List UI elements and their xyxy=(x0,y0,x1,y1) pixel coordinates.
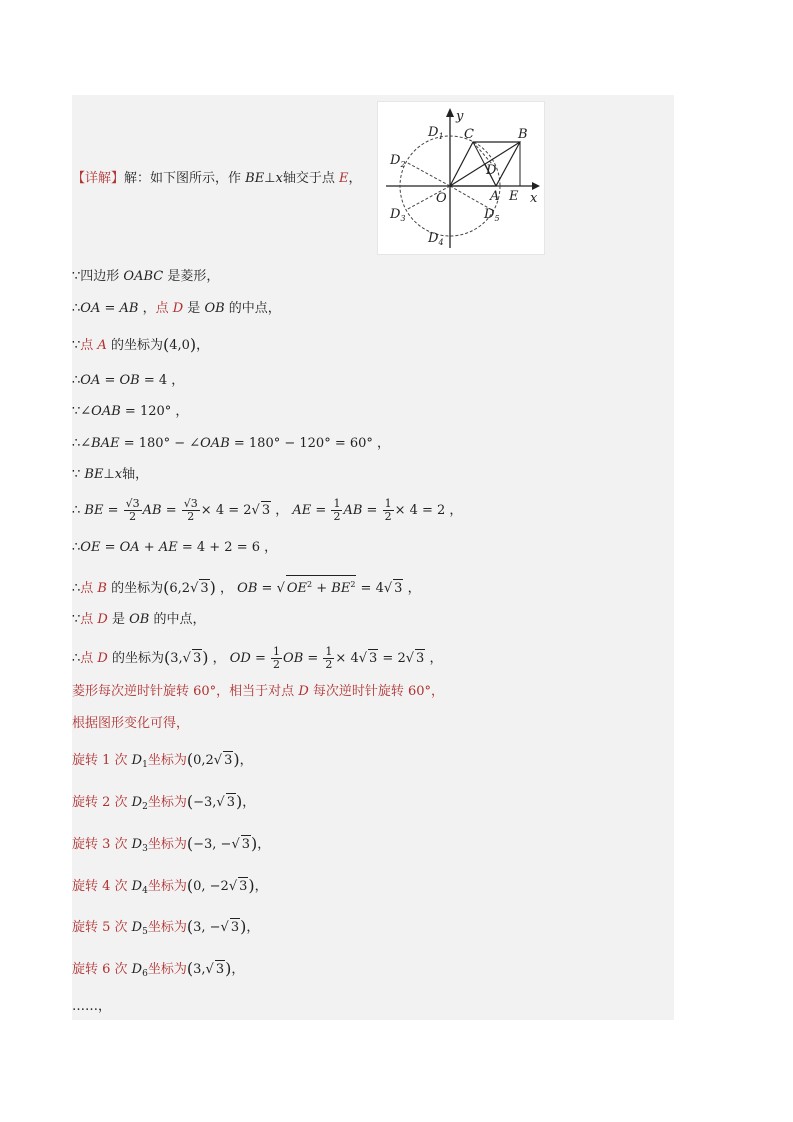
line-8: ∴ BE = $\frac{√3}{2}$ AB = $\frac{√3}{2}$ × 4 = 2√ 3 ， AE = $\frac{1}{2}$ AB = $\frac{1}{2}$ × 4 = 2 ， xyxy=(72,497,463,523)
label-o: O xyxy=(436,191,447,206)
label-y: y xyxy=(456,109,464,124)
rotation-line-5: 旋转 5 次 $D_5$坐标为(3, −√ 3)， xyxy=(72,917,260,937)
geometry-figure xyxy=(377,101,545,255)
line-1: ∵四边形 OABC 是菱形， xyxy=(72,269,220,284)
line-2: ∴OA = AB ，点 D 是 OB 的中点， xyxy=(72,301,281,316)
radius-d2 xyxy=(406,162,450,186)
label-a: A xyxy=(490,189,500,204)
label-d3: $D_3$ xyxy=(390,207,406,223)
line-4: ∴OA = OB = 4 ， xyxy=(72,373,185,388)
line-11: ∵点 D 是 OB 的中点， xyxy=(72,612,206,627)
label-e: E xyxy=(509,189,519,204)
ellipsis-line: ……， xyxy=(72,999,112,1014)
y-axis-arrow xyxy=(446,108,454,117)
label-c: C xyxy=(464,127,474,142)
label-d1: $D_1$ xyxy=(428,125,444,141)
line-14: 根据图形变化可得， xyxy=(72,716,190,731)
detail-tag: 【详解】 xyxy=(72,171,125,186)
line-13: 菱形每次逆时针旋转 60°，相当于对点 D 每次逆时针旋转 60°， xyxy=(72,684,445,699)
line-10: ∴点 B 的坐标为(6,2√ 3) ， OB = √ $OE^2 + BE^2 = 4√$ 3 ， xyxy=(72,575,421,598)
line-7: ∵ BE⊥x轴， xyxy=(72,467,149,482)
rotation-line-3: 旋转 3 次 $D_3$坐标为(−3, −√ 3)， xyxy=(72,834,271,854)
rotation-line-6: 旋转 6 次 $D_6$坐标为(3,√ 3)， xyxy=(72,959,245,979)
line-3: ∵点 A 的坐标为(4,0)， xyxy=(72,335,210,354)
figure-svg xyxy=(378,102,544,254)
rotation-line-2: 旋转 2 次 $D_2$坐标为(−3,√ 3)， xyxy=(72,792,256,812)
x-axis-arrow xyxy=(532,182,540,190)
label-d4: $D_4$ xyxy=(428,231,444,247)
label-d2: $D_2$ xyxy=(390,153,406,169)
line-5: ∵∠OAB = 120° ， xyxy=(72,404,189,419)
rotation-line-4: 旋转 4 次 $D_4$坐标为(0, −2√ 3)， xyxy=(72,876,268,896)
intro-line: 【详解】解：如下图所示，作 BE⊥x轴交于点 E， xyxy=(72,171,362,186)
rotation-line-1: 旋转 1 次 $D_1$坐标为(0,2√ 3)， xyxy=(72,750,253,770)
line-12: ∴点 D 的坐标为(3,√ 3) ， OD = $\frac{1}{2}$ OB = $\frac{1}{2}$ × 4√ 3 = 2√ 3 ， xyxy=(72,645,443,671)
label-d5: $D_5$ xyxy=(484,207,500,223)
label-b: B xyxy=(518,127,528,142)
line-9: ∴OE = OA + AE = 4 + 2 = 6 ， xyxy=(72,540,278,555)
line-6: ∴∠BAE = 180° − ∠OAB = 180° − 120° = 60° ， xyxy=(72,436,391,451)
label-d: D xyxy=(486,163,497,178)
label-x: x xyxy=(530,191,538,206)
